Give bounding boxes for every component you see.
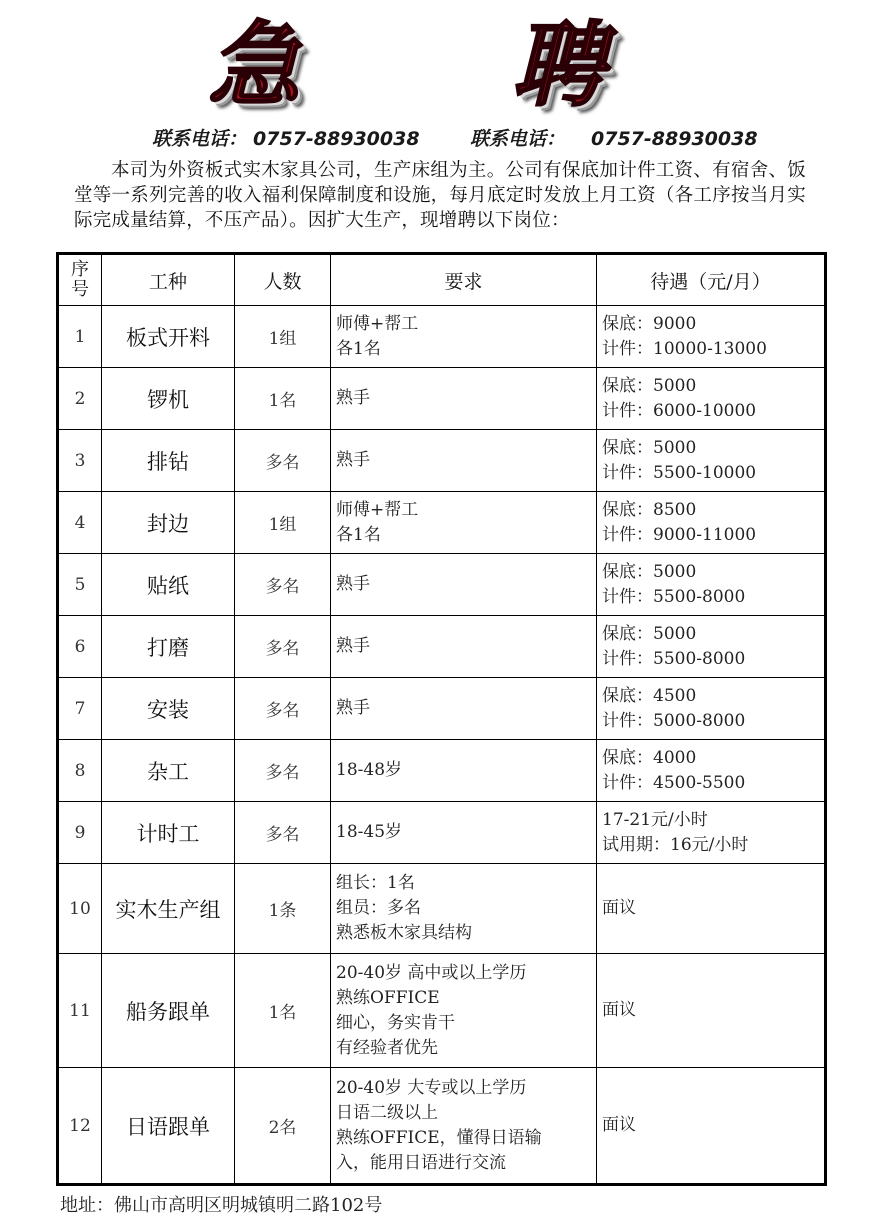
header-pay: 待遇（元/月） xyxy=(597,254,826,306)
cell-no: 2 xyxy=(58,368,102,430)
table-row xyxy=(58,430,826,492)
table-row xyxy=(58,554,826,616)
contact-number: 0757-88930038 xyxy=(253,128,420,150)
cell-pay: 保底：8500 计件：9000-11000 xyxy=(597,492,826,554)
cell-req: 熟手 xyxy=(331,430,597,492)
table-row xyxy=(58,616,826,678)
table-row xyxy=(58,492,826,554)
contact-label: 联系电话： xyxy=(470,128,566,150)
cell-count: 多名 xyxy=(235,554,331,616)
cell-pay: 保底：9000 计件：10000-13000 xyxy=(597,306,826,368)
cell-req: 熟手 xyxy=(331,554,597,616)
cell-req: 熟手 xyxy=(331,368,597,430)
cell-no: 9 xyxy=(58,802,102,864)
cell-count: 多名 xyxy=(235,678,331,740)
cell-no: 6 xyxy=(58,616,102,678)
cell-count: 2名 xyxy=(235,1068,331,1185)
header-req: 要求 xyxy=(331,254,597,306)
cell-no: 7 xyxy=(58,678,102,740)
job-table xyxy=(56,252,827,1186)
cell-type: 板式开料 xyxy=(102,306,235,368)
cell-pay: 17-21元/小时 试用期：16元/小时 xyxy=(597,802,826,864)
cell-pay: 保底：5000 计件：6000-10000 xyxy=(597,368,826,430)
cell-count: 1名 xyxy=(235,954,331,1068)
cell-no: 3 xyxy=(58,430,102,492)
cell-type: 贴纸 xyxy=(102,554,235,616)
cell-count: 1组 xyxy=(235,306,331,368)
cell-pay: 保底：4500 计件：5000-8000 xyxy=(597,678,826,740)
cell-no: 8 xyxy=(58,740,102,802)
cell-pay: 面议 xyxy=(597,864,826,954)
cell-type: 封边 xyxy=(102,492,235,554)
cell-count: 多名 xyxy=(235,430,331,492)
contact-phone-2 xyxy=(470,124,758,151)
cell-req: 熟手 xyxy=(331,678,597,740)
table-row xyxy=(58,1068,826,1185)
cell-type: 日语跟单 xyxy=(102,1068,235,1185)
company-address: 地址：佛山市高明区明城镇明二路102号 xyxy=(60,1195,383,1216)
cell-count: 多名 xyxy=(235,616,331,678)
cell-no: 11 xyxy=(58,954,102,1068)
table-row xyxy=(58,740,826,802)
header-no: 序 号 xyxy=(58,254,102,306)
cell-type: 打磨 xyxy=(102,616,235,678)
cell-type: 安装 xyxy=(102,678,235,740)
cell-req: 师傅+帮工 各1名 xyxy=(331,492,597,554)
cell-count: 1条 xyxy=(235,864,331,954)
table-header-row xyxy=(58,254,826,306)
cell-type: 锣机 xyxy=(102,368,235,430)
cell-req: 18-45岁 xyxy=(331,802,597,864)
company-intro: 本司为外资板式实木家具公司，生产床组为主。公司有保底加计件工资、有宿舍、饭堂等一系列完善的收入福利保障制度和设施，每月底定时发放上月工资（各工序按当月实际完成量结算，不压产品）。因扩大生产，现增聘以下岗位： xyxy=(74,160,806,231)
cell-pay: 面议 xyxy=(597,954,826,1068)
cell-no: 5 xyxy=(58,554,102,616)
cell-type: 船务跟单 xyxy=(102,954,235,1068)
table-row xyxy=(58,306,826,368)
cell-count: 1名 xyxy=(235,368,331,430)
cell-count: 多名 xyxy=(235,740,331,802)
table-row xyxy=(58,954,826,1068)
cell-pay: 保底：5000 计件：5500-8000 xyxy=(597,554,826,616)
header-count: 人数 xyxy=(235,254,331,306)
table-row xyxy=(58,678,826,740)
contact-label: 联系电话： xyxy=(152,128,248,150)
headline-char-urgent: 急 xyxy=(208,12,301,119)
cell-no: 1 xyxy=(58,306,102,368)
cell-pay: 保底：5000 计件：5500-8000 xyxy=(597,616,826,678)
cell-pay: 保底：4000 计件：4500-5500 xyxy=(597,740,826,802)
cell-type: 杂工 xyxy=(102,740,235,802)
cell-req: 熟手 xyxy=(331,616,597,678)
cell-type: 实木生产组 xyxy=(102,864,235,954)
contact-phones xyxy=(0,124,877,150)
cell-req: 20-40岁 高中或以上学历 熟练OFFICE 细心，务实肯干 有经验者优先 xyxy=(331,954,597,1068)
cell-no: 10 xyxy=(58,864,102,954)
cell-type: 排钻 xyxy=(102,430,235,492)
cell-count: 多名 xyxy=(235,802,331,864)
table-row xyxy=(58,368,826,430)
header-type: 工种 xyxy=(102,254,235,306)
table-row xyxy=(58,802,826,864)
cell-type: 计时工 xyxy=(102,802,235,864)
cell-pay: 保底：5000 计件：5500-10000 xyxy=(597,430,826,492)
cell-req: 20-40岁 大专或以上学历 日语二级以上 熟练OFFICE，懂得日语输 入，能用日语进行交流 xyxy=(331,1068,597,1185)
table-row xyxy=(58,864,826,954)
contact-phone-1 xyxy=(152,124,420,151)
cell-req: 师傅+帮工 各1名 xyxy=(331,306,597,368)
cell-req: 组长：1名 组员：多名 熟悉板木家具结构 xyxy=(331,864,597,954)
cell-no: 12 xyxy=(58,1068,102,1185)
cell-count: 1组 xyxy=(235,492,331,554)
cell-req: 18-48岁 xyxy=(331,740,597,802)
headline-banner xyxy=(0,12,877,120)
cell-pay: 面议 xyxy=(597,1068,826,1185)
contact-number: 0757-88930038 xyxy=(591,128,758,150)
cell-no: 4 xyxy=(58,492,102,554)
headline-char-hire: 聘 xyxy=(512,12,605,119)
